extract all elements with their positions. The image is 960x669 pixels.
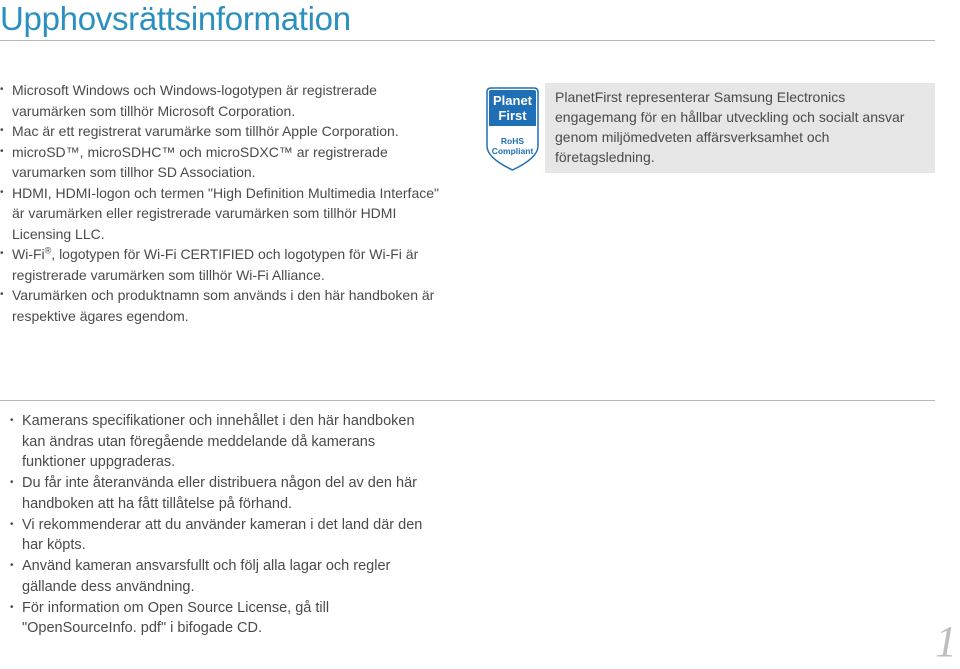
trademark-list — [0, 80, 450, 326]
list-item: • HDMI, HDMI-logon och termen "High Definition Multimedia Interface" är varumärken eller registrerade varumärken som tillhör HDMI Licensing LLC. — [0, 183, 450, 245]
notice-list — [10, 411, 440, 639]
wifi-rest: , logotypen för Wi-Fi CERTIFIED och logotypen för Wi-Fi är registrerade varumärken som tillhör Wi-Fi Alliance. — [12, 246, 419, 283]
planetfirst-logo — [484, 86, 541, 172]
section-divider — [0, 400, 935, 401]
list-item — [0, 244, 450, 285]
list-item: • Varumärken och produktnamn som används i den här handboken är respektive ägares egendom. — [0, 285, 450, 326]
logo-rohs-text: RoHS — [500, 136, 525, 146]
list-item: • Microsoft Windows och Windows-logotypen är registrerade varumärken som tillhör Microsoft Corporation. — [0, 80, 450, 121]
planetfirst-info-box: PlanetFirst representerar Samsung Electronics engagemang för en hållbar utveckling och socialt ansvar genom miljömedveten affärsverksamhet och företagsledning. — [545, 83, 935, 173]
list-item: • Mac är ett registrerat varumärke som tillhör Apple Corporation. — [0, 121, 450, 142]
page-title: Upphovsrättsinformation — [0, 0, 351, 37]
registered-mark: ® — [44, 245, 52, 256]
page-number: 1 — [935, 617, 957, 666]
list-item: • Du får inte återanvända eller distribuera någon del av den här handboken att ha fått tillåtelse på förhand. — [10, 473, 440, 514]
list-item: • Kamerans specifikationer och innehållet i den här handboken kan ändras utan föregående meddelande då kamerans funktioner uppgraderas. — [10, 411, 440, 473]
logo-compliant-text: Compliant — [491, 146, 534, 156]
list-item: • Använd kameran ansvarsfullt och följ alla lagar och regler gällande dess användning. — [10, 556, 440, 597]
list-item: • microSD™, microSDHC™ och microSDXC™ ar registrerade varumarken som tillhor SD Association. — [0, 142, 450, 183]
list-item: • För information om Open Source License, gå till "OpenSourceInfo. pdf" i bifogade CD. — [10, 598, 440, 639]
list-item: • Vi rekommenderar att du använder kameran i det land där den har köpts. — [10, 515, 440, 556]
logo-first-text: First — [498, 108, 527, 123]
title-rule — [0, 40, 935, 41]
wifi-prefix: Wi-Fi — [12, 246, 45, 262]
logo-planet-text: Planet — [492, 93, 533, 108]
